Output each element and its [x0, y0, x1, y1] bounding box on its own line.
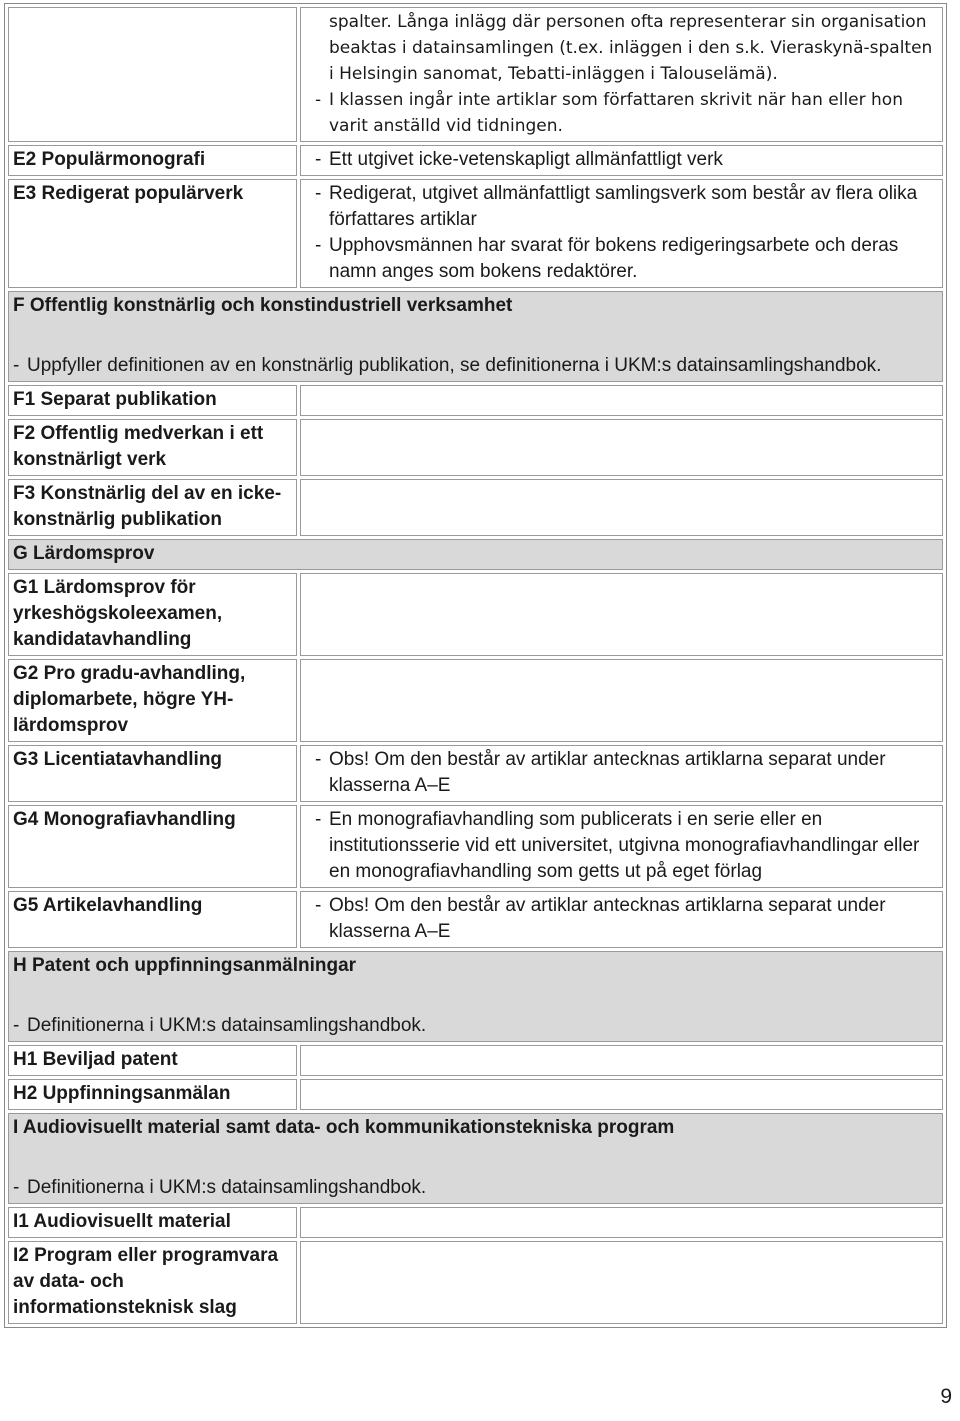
table-row	[8, 1207, 943, 1238]
class-description-cell	[300, 805, 943, 888]
table-row	[8, 1045, 943, 1076]
table-row	[8, 745, 943, 802]
class-label-cell: E2 Populärmonografi	[8, 145, 297, 176]
list-item	[315, 233, 938, 285]
class-label-cell	[8, 7, 297, 142]
class-description-cell	[300, 891, 943, 948]
section-note	[13, 1141, 938, 1201]
list-item-text: Obs! Om den består av artiklar antecknas artiklarna separat under klasserna A–E	[329, 749, 886, 796]
section-note	[13, 319, 938, 379]
description-list	[305, 807, 938, 885]
class-description-cell	[300, 7, 943, 142]
table-row	[8, 659, 943, 742]
section-note-text: Uppfyller definitionen av en konstnärlig publikation, se definitionerna i UKM:s datainsamlingshandbok.	[27, 355, 882, 376]
class-description-cell	[300, 419, 943, 476]
table-row	[8, 419, 943, 476]
classification-table-body	[8, 7, 943, 1324]
list-item-text: spalter. Långa inlägg där personen ofta representerar sin organisation beaktas i datainsamlingen (t.ex. inläggen i den s.k. Vieraskynä-spalten i Helsingin sanomat, Tebatti-inläggen i Talouselämä).	[329, 12, 933, 84]
bullet-dash: -	[13, 1177, 20, 1198]
class-label-cell: H1 Beviljad patent	[8, 1045, 297, 1076]
section-note	[13, 979, 938, 1039]
class-label-cell: G1 Lärdomsprov för yrkeshögskoleexamen, kandidatavhandling	[8, 573, 297, 656]
section-title: G Lärdomsprov	[13, 543, 155, 564]
section-title: H Patent och uppfinningsanmälningar	[13, 955, 357, 976]
table-row	[8, 7, 943, 142]
list-item	[315, 87, 938, 139]
classification-document	[4, 3, 947, 1328]
section-title: F Offentlig konstnärlig och konstindustriell verksamhet	[13, 295, 513, 316]
section-title: I Audiovisuellt material samt data- och kommunikationstekniska program	[13, 1117, 675, 1138]
description-list	[305, 9, 938, 139]
table-row	[8, 385, 943, 416]
table-row	[8, 479, 943, 536]
bullet-dash: -	[315, 809, 322, 830]
class-label-cell: H2 Uppfinningsanmälan	[8, 1079, 297, 1110]
table-row	[8, 573, 943, 656]
section-header-cell	[8, 951, 943, 1042]
bullet-dash: -	[315, 149, 322, 170]
class-description-cell	[300, 1079, 943, 1110]
class-label-cell: E3 Redigerat populärverk	[8, 179, 297, 288]
section-note-text: Definitionerna i UKM:s datainsamlingshandbok.	[27, 1015, 427, 1036]
list-item	[315, 181, 938, 233]
description-list	[305, 181, 938, 285]
class-label-cell: I1 Audiovisuellt material	[8, 1207, 297, 1238]
description-list	[305, 747, 938, 799]
bullet-dash	[315, 9, 329, 87]
table-row	[8, 1241, 943, 1324]
section-row	[8, 951, 943, 1042]
list-item-text: Upphovsmännen har svarat för bokens redigeringsarbete och deras namn anges som bokens redaktörer.	[329, 235, 899, 282]
list-item	[315, 893, 938, 945]
list-item-text: I klassen ingår inte artiklar som författaren skrivit när han eller hon varit anställd vid tidningen.	[329, 90, 903, 136]
list-item	[315, 747, 938, 799]
class-description-cell	[300, 745, 943, 802]
class-description-cell	[300, 145, 943, 176]
list-item-text: En monografiavhandling som publicerats i en serie eller en institutionsserie vid ett universitet, utgivna monografiavhandlingar eller en monografiavhandling som getts ut på eget förlag	[329, 809, 920, 882]
class-label-cell: F3 Konstnärlig del av en icke-konstnärlig publikation	[8, 479, 297, 536]
list-item-text: Obs! Om den består av artiklar antecknas artiklarna separat under klasserna A–E	[329, 895, 886, 942]
bullet-dash: -	[13, 355, 20, 376]
table-row	[8, 805, 943, 888]
bullet-dash: -	[315, 183, 322, 204]
page-number: 9	[940, 1385, 952, 1408]
classification-table	[4, 3, 947, 1328]
class-description-cell	[300, 385, 943, 416]
class-label-cell: I2 Program eller programvara av data- och informationsteknisk slag	[8, 1241, 297, 1324]
section-header-cell	[8, 291, 943, 382]
description-list	[305, 147, 938, 173]
class-description-cell	[300, 659, 943, 742]
section-row	[8, 539, 943, 570]
section-note-text: Definitionerna i UKM:s datainsamlingshandbok.	[27, 1177, 427, 1198]
class-label-cell: F2 Offentlig medverkan i ett konstnärligt verk	[8, 419, 297, 476]
class-description-cell	[300, 479, 943, 536]
list-item	[315, 807, 938, 885]
section-row	[8, 291, 943, 382]
description-list	[305, 893, 938, 945]
class-label-cell: G2 Pro gradu-avhandling, diplomarbete, högre YH-lärdomsprov	[8, 659, 297, 742]
table-row	[8, 1079, 943, 1110]
section-header-cell	[8, 1113, 943, 1204]
bullet-dash: -	[315, 235, 322, 256]
class-label-cell: G3 Licentiatavhandling	[8, 745, 297, 802]
section-row	[8, 1113, 943, 1204]
list-item-text: Redigerat, utgivet allmänfattligt samlingsverk som består av flera olika författares artiklar	[329, 183, 918, 230]
list-item	[315, 9, 938, 87]
class-label-cell: G4 Monografiavhandling	[8, 805, 297, 888]
table-row	[8, 179, 943, 288]
class-description-cell	[300, 1045, 943, 1076]
table-row	[8, 145, 943, 176]
class-label-cell: G5 Artikelavhandling	[8, 891, 297, 948]
list-item-text: Ett utgivet icke-vetenskapligt allmänfattligt verk	[329, 149, 723, 170]
class-description-cell	[300, 179, 943, 288]
list-item	[315, 147, 938, 173]
table-row	[8, 891, 943, 948]
bullet-dash: -	[315, 749, 322, 770]
class-description-cell	[300, 1241, 943, 1324]
bullet-dash: -	[13, 1015, 20, 1036]
class-label-cell: F1 Separat publikation	[8, 385, 297, 416]
class-description-cell	[300, 573, 943, 656]
bullet-dash: -	[315, 895, 322, 916]
section-header-cell	[8, 539, 943, 570]
class-description-cell	[300, 1207, 943, 1238]
bullet-dash: -	[315, 90, 322, 110]
